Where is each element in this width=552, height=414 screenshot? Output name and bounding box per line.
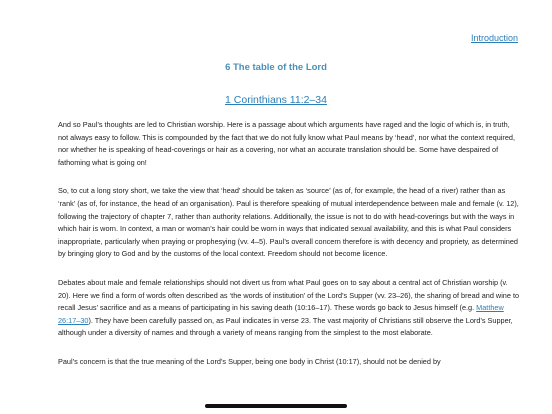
paragraph-1: And so Paul’s thoughts are led to Christian worship. Here is a passage about which arguments have raged and the logic of which is, in truth, not always easy to follow. This is compounded by the fact that we do not fully know what Paul means by ‘head’, nor what the context required, nor whether he is speaking of head-coverings or hair as a covering, nor what an accurate translation should be. Some have despaired of fathoming what is going on! bbox=[58, 120, 515, 167]
introduction-link[interactable]: Introduction bbox=[470, 33, 518, 43]
scripture-reference-link[interactable]: 1 Corinthians 11:2–34 bbox=[225, 94, 327, 106]
paragraph-3-text-start: Debates about male and female relationships should not divert us from what Paul goes on to say about a central act of Christian worship (v. 20). Here we find a form of words often described as ‘the words of institution’ of the Lord’s Supper (vv. 23–26), the sharing of bread and wine to recall Jesus’ sacrifice and as a means of participating in his saving death (10:16–17). These words go back to Jesus himself (e.g. bbox=[58, 277, 520, 313]
matthew-reference-link[interactable]: Matthew 26:17–30 bbox=[58, 303, 504, 325]
paragraph-3 bbox=[58, 277, 520, 340]
chapter-title: 6 The table of the Lord bbox=[225, 62, 327, 73]
home-indicator[interactable] bbox=[205, 404, 347, 408]
paragraph-2: So, to cut a long story short, we take the view that ‘head’ should be taken as ‘source’ (as of, for example, the head of a river) rather than as ‘rank’ (as of, for instance, the head of an organisation). Paul is therefore speaking of mutual interdependence between male and female (v. 12), following the trajectory of chapter 7, rather than authority relations. Additionally, the issue is not to do with head-coverings but with the ways in which hair is worn. In context, a man or woman’s hair could be worn in ways that indicated sexual availability, and this is what Paul considers inappropriate, particularly when praying or prophesying (vv. 4–5). Paul’s overall concern therefore is with decency and propriety, as determined by bringing glory to God and by the customs of the local context. Freedom should not become licence. bbox=[58, 186, 519, 259]
paragraph-4: Paul’s concern is that the true meaning of the Lord’s Supper, being one body in Christ (10:17), should not be denied by bbox=[58, 356, 441, 366]
paragraph-3-text-end: ). They have been carefully passed on, as Paul indicates in verse 23. The vast majority of Christians still observe the Lord’s Supper, although under a diversity of names and through a variety of means ranging from the simplest to the most elaborate. bbox=[58, 315, 513, 338]
article-body bbox=[58, 119, 520, 385]
